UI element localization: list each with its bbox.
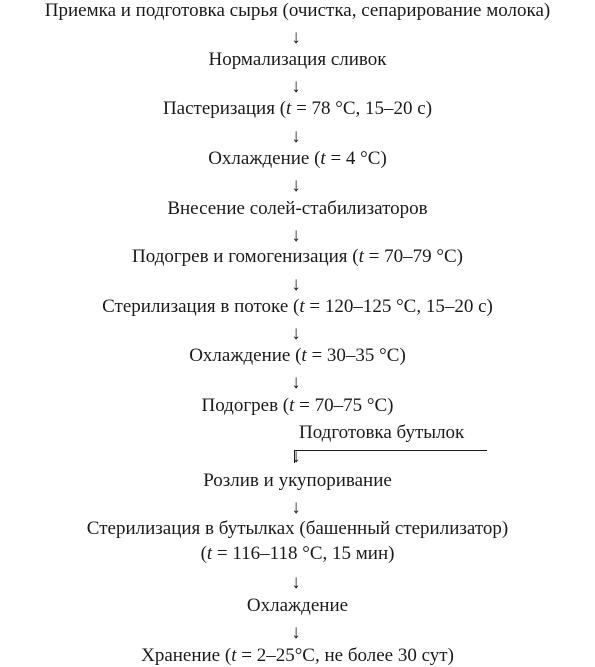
flow-arrow-6: ↓ (291, 274, 301, 295)
temperature-variable: t (286, 98, 292, 119)
step-text-pre: Подогрев ( (201, 395, 290, 416)
step-bottle-sterilization (0, 518, 595, 540)
step-heating-homogenization (0, 246, 595, 268)
step-text-pre: Подогрев и гомогенизация ( (132, 246, 359, 267)
flow-arrow-1: ↓ (291, 27, 301, 48)
temperature-variable: t (206, 543, 213, 564)
step-cooling-2 (0, 345, 595, 367)
flow-arrow-5: ↓ (291, 225, 301, 246)
step-bottling-capping (0, 470, 595, 492)
flow-arrow-2: ↓ (291, 76, 301, 97)
step-text-post: = 116–118 °С, 15 мин) (212, 543, 395, 564)
step-text-post: = 4 °С) (325, 148, 387, 169)
flow-arrow-10: ↓ (291, 497, 301, 518)
step-text-pre: ( (200, 543, 207, 564)
flow-arrow-9: ↓ (291, 446, 301, 467)
step-text-pre: Хранение ( (141, 645, 232, 666)
step-text: Розлив и укупоривание (203, 470, 392, 491)
step-text: Внесение солей-стабилизаторов (167, 198, 428, 219)
step-text-pre: Охлаждение ( (208, 148, 321, 169)
step-text: Охлаждение (246, 595, 349, 616)
step-storage (0, 645, 595, 667)
temperature-variable: t (358, 246, 364, 267)
flow-arrow-12: ↓ (291, 622, 301, 643)
step-cooling-1 (0, 148, 595, 170)
step-text-pre: Охлаждение ( (189, 345, 302, 366)
step-bottle-sterilization-params (0, 543, 595, 565)
flow-arrow-8: ↓ (291, 372, 301, 393)
step-cooling-3 (0, 595, 595, 617)
step-cream-normalization (0, 49, 595, 71)
step-pasteurization (0, 98, 595, 120)
step-flow-sterilization (0, 296, 595, 318)
step-text-post: = 30–35 °С) (306, 345, 406, 366)
step-text-post: = 70–75 °С) (294, 395, 394, 416)
temperature-variable: t (301, 345, 307, 366)
temperature-variable: t (289, 395, 295, 416)
step-text-post: = 120–125 °С, 15–20 с) (304, 296, 493, 317)
step-text: Стерилизация в бутылках (башенный стерилизатор) (86, 518, 509, 539)
temperature-variable: t (299, 296, 305, 317)
step-text: Приемка и подготовка сырья (очистка, сепарирование молока) (44, 0, 551, 21)
step-text-post: = 78 °С, 15–20 с) (291, 98, 433, 119)
flow-arrow-7: ↓ (291, 323, 301, 344)
bottle-preparation-label: Подготовка бутылок (299, 422, 465, 443)
step-stabilizer-salts (0, 198, 595, 220)
flow-arrow-3: ↓ (291, 126, 301, 147)
flow-arrow-11: ↓ (291, 572, 301, 593)
temperature-variable: t (231, 645, 237, 666)
temperature-variable: t (320, 148, 326, 169)
step-text-pre: Пастеризация ( (162, 98, 287, 119)
step-text-post: = 2–25°С, не более 30 сут) (236, 645, 454, 666)
step-text: Нормализация сливок (208, 49, 387, 70)
flow-arrow-4: ↓ (291, 175, 301, 196)
step-text-pre: Стерилизация в потоке ( (102, 296, 300, 317)
step-raw-material-intake (0, 0, 595, 22)
step-reheating (0, 395, 595, 417)
bottle-preparation-connector (294, 450, 487, 451)
step-text-post: = 70–79 °С) (363, 246, 463, 267)
